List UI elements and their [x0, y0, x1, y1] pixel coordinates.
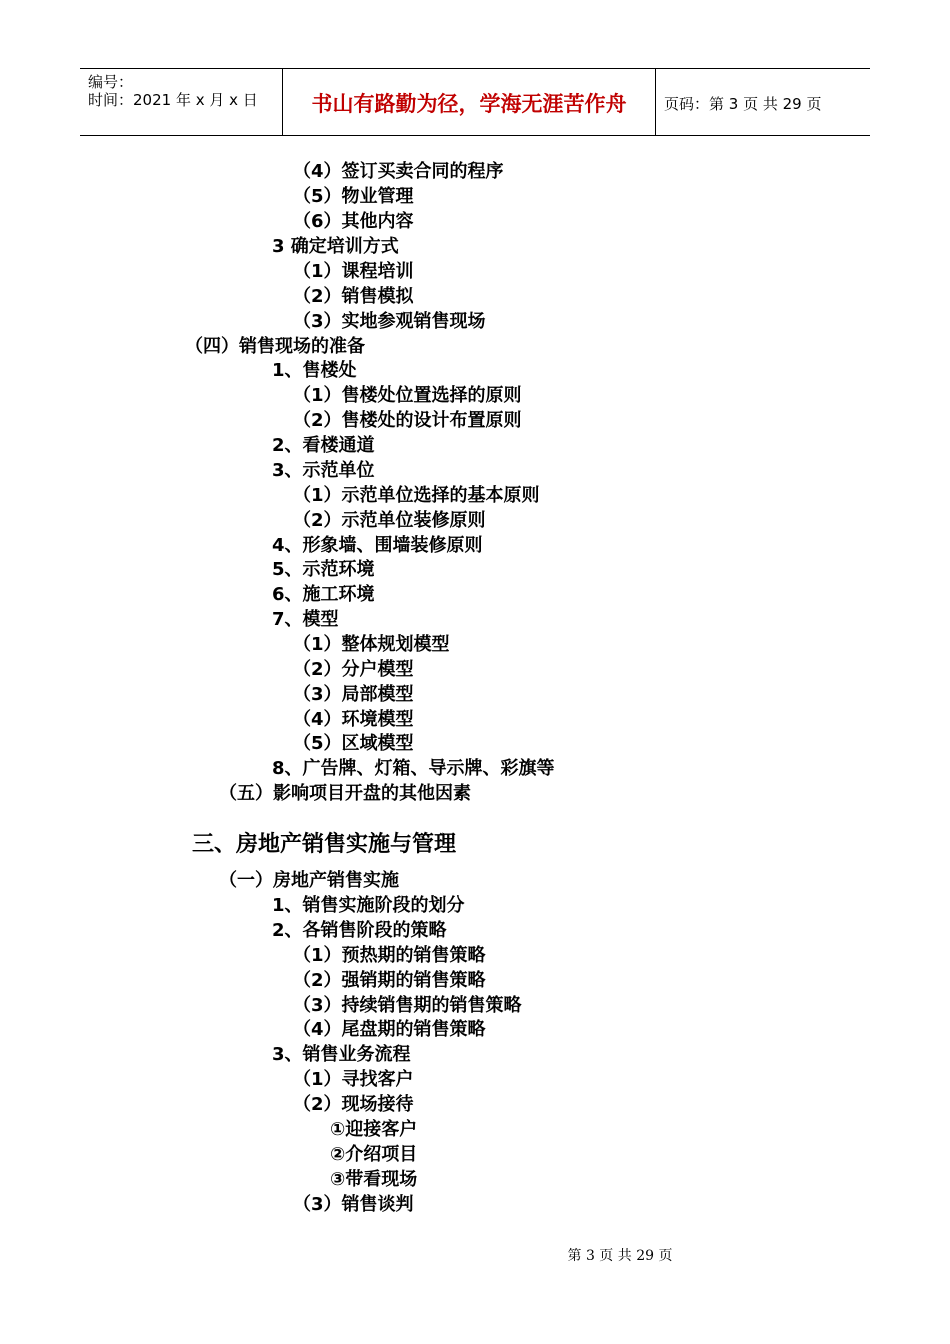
outline-line: ①迎接客户 [330, 1119, 418, 1140]
outline-line: 8、广告牌、灯箱、导示牌、彩旗等 [272, 758, 555, 779]
outline-line: 1、销售实施阶段的划分 [272, 895, 465, 916]
outline-line: 6、施工环境 [272, 584, 375, 605]
section-title: 三、房地产销售实施与管理 [192, 832, 457, 857]
outline-line: （2）销售模拟 [293, 286, 414, 307]
outline-line: （1）售楼处位置选择的原则 [293, 385, 522, 406]
outline-line: （5）区域模型 [293, 733, 414, 754]
outline-line: （1）课程培训 [293, 261, 414, 282]
header-date: 时间：2021 年 x 月 x 日 [88, 91, 258, 109]
header-bottom-border [80, 135, 870, 136]
outline-line: 1、售楼处 [272, 360, 357, 381]
outline-line: （4）环境模型 [293, 709, 414, 730]
outline-line: ②介绍项目 [330, 1144, 418, 1165]
outline-line: 3、示范单位 [272, 460, 375, 481]
outline-line: 2、各销售阶段的策略 [272, 920, 447, 941]
outline-line: ③带看现场 [330, 1169, 418, 1190]
header-motto: 书山有路勤为径，学海无涯苦作舟 [311, 92, 627, 116]
outline-heading: （一）房地产销售实施 [219, 870, 399, 891]
header-page-info: 页码：第 3 页 共 29 页 [664, 95, 822, 113]
outline-line: （5）物业管理 [293, 186, 414, 207]
outline-heading: （四）销售现场的准备 [185, 336, 365, 357]
outline-line: （1）示范单位选择的基本原则 [293, 485, 540, 506]
page-footer: 第 3 页 共 29 页 [567, 1248, 673, 1264]
outline-line: （2）示范单位装修原则 [293, 510, 486, 531]
outline-line: 3 确定培训方式 [272, 236, 399, 257]
outline-line: （1）寻找客户 [293, 1069, 414, 1090]
outline-line: 4、形象墙、围墙装修原则 [272, 535, 483, 556]
outline-line: （2）分户模型 [293, 659, 414, 680]
outline-line: （3）持续销售期的销售策略 [293, 995, 522, 1016]
header-top-border [80, 68, 870, 69]
outline-line: （2）售楼处的设计布置原则 [293, 410, 522, 431]
outline-line: 7、模型 [272, 609, 339, 630]
outline-line: （4）尾盘期的销售策略 [293, 1019, 486, 1040]
outline-line: （3）销售谈判 [293, 1194, 414, 1215]
outline-line: 2、看楼通道 [272, 435, 375, 456]
outline-line: （2）现场接待 [293, 1094, 414, 1115]
outline-line: 3、销售业务流程 [272, 1044, 411, 1065]
outline-heading: （五）影响项目开盘的其他因素 [219, 783, 471, 804]
outline-line: （4）签订买卖合同的程序 [293, 161, 504, 182]
outline-line: （1）整体规划模型 [293, 634, 450, 655]
outline-line: 5、示范环境 [272, 559, 375, 580]
outline-line: （6）其他内容 [293, 211, 414, 232]
outline-line: （2）强销期的销售策略 [293, 970, 486, 991]
outline-line: （3）实地参观销售现场 [293, 311, 486, 332]
header-number-label: 编号： [88, 73, 134, 91]
outline-line: （3）局部模型 [293, 684, 414, 705]
outline-line: （1）预热期的销售策略 [293, 945, 486, 966]
